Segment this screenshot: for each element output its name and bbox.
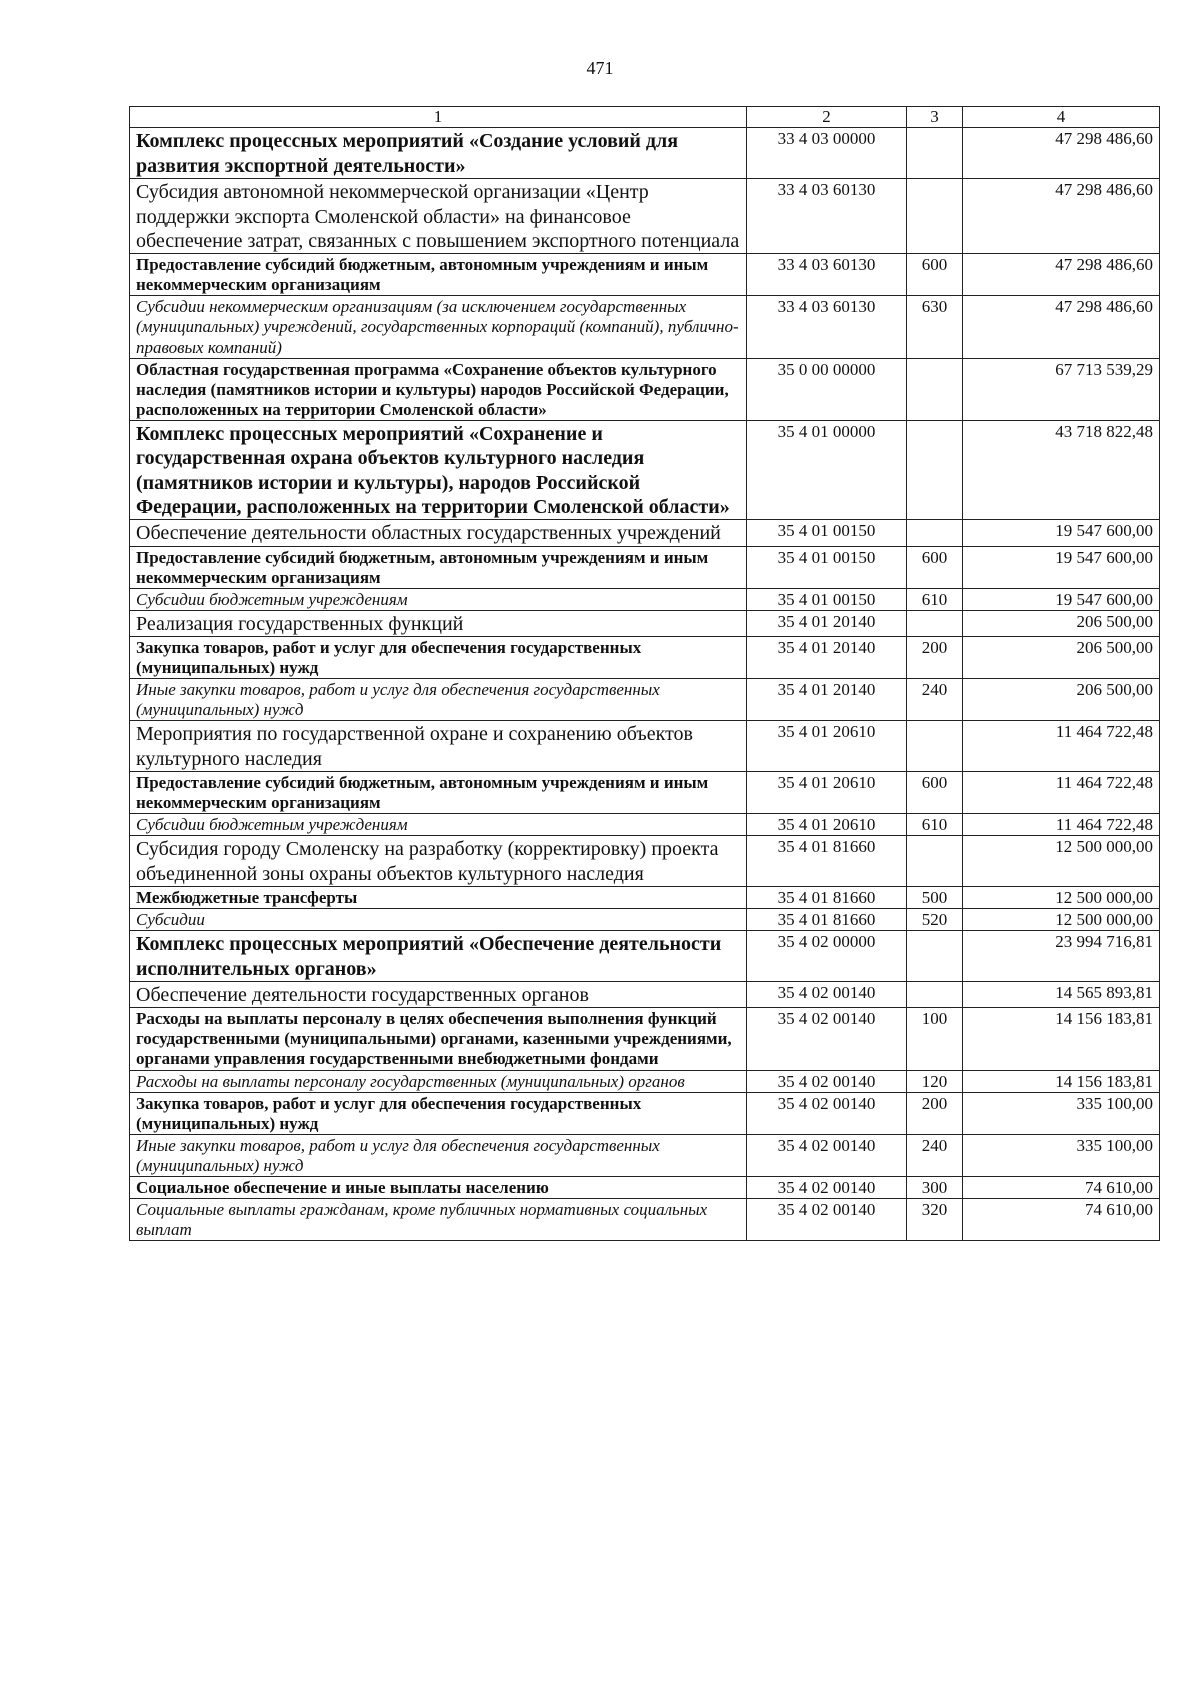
row-name: Реализация государственных функций [130,610,747,636]
row-amount: 335 100,00 [963,1134,1160,1176]
table-row [130,836,1160,887]
row-name: Субсидии [130,909,747,931]
row-name: Иные закупки товаров, работ и услуг для обеспечения государственных (муниципальных) нужд [130,679,747,721]
row-amount: 11 464 722,48 [963,772,1160,814]
target-article-code: 33 4 03 60130 [747,254,907,296]
table-row [130,887,1160,909]
row-amount: 206 500,00 [963,637,1160,679]
row-amount: 12 500 000,00 [963,887,1160,909]
target-article-code: 35 0 00 00000 [747,358,907,420]
expense-type-code: 100 [907,1008,963,1070]
table-row [130,358,1160,420]
target-article-code: 35 4 01 00000 [747,420,907,520]
target-article-code: 35 4 01 20140 [747,679,907,721]
target-article-code: 35 4 01 20610 [747,814,907,836]
row-amount: 47 298 486,60 [963,128,1160,179]
table-row [130,981,1160,1007]
expense-type-code [907,128,963,179]
budget-table [129,106,1160,1241]
expense-type-code: 240 [907,679,963,721]
row-amount: 47 298 486,60 [963,296,1160,358]
expense-type-code: 630 [907,296,963,358]
column-header-1: 1 [130,107,747,128]
target-article-code: 35 4 02 00140 [747,1070,907,1092]
row-amount: 47 298 486,60 [963,179,1160,254]
target-article-code: 35 4 01 20140 [747,637,907,679]
row-name: Закупка товаров, работ и услуг для обеспечения государственных (муниципальных) нужд [130,637,747,679]
expense-type-code: 200 [907,1092,963,1134]
table-row [130,679,1160,721]
row-name: Субсидия автономной некоммерческой организации «Центр поддержки экспорта Смоленской области» на финансовое обеспечение затрат, связанных с повышением экспортного потенциала [130,179,747,254]
row-name: Областная государственная программа «Сохранение объектов культурного наследия (памятников истории и культуры) народов Российской Федерации, расположенных на территории Смоленской области» [130,358,747,420]
page-number: 471 [586,58,614,78]
expense-type-code [907,179,963,254]
row-name: Предоставление субсидий бюджетным, автономным учреждениям и иным некоммерческим организациям [130,772,747,814]
table-row [130,588,1160,610]
row-amount: 206 500,00 [963,610,1160,636]
row-name: Обеспечение деятельности государственных органов [130,981,747,1007]
row-amount: 19 547 600,00 [963,520,1160,546]
expense-type-code: 600 [907,254,963,296]
row-name: Обеспечение деятельности областных государственных учреждений [130,520,747,546]
target-article-code: 35 4 01 20610 [747,721,907,772]
table-row [130,254,1160,296]
table-row [130,179,1160,254]
table-row [130,1176,1160,1198]
row-amount: 67 713 539,29 [963,358,1160,420]
row-amount: 206 500,00 [963,679,1160,721]
target-article-code: 35 4 01 00150 [747,520,907,546]
table-row [130,721,1160,772]
row-name: Субсидии некоммерческим организациям (за исключением государственных (муниципальных) учреждений, государственных корпораций (компаний), публично-правовых компаний) [130,296,747,358]
row-name: Иные закупки товаров, работ и услуг для обеспечения государственных (муниципальных) нужд [130,1134,747,1176]
target-article-code: 35 4 01 00150 [747,546,907,588]
table-row [130,1092,1160,1134]
target-article-code: 35 4 01 20140 [747,610,907,636]
target-article-code: 33 4 03 60130 [747,296,907,358]
table-header-row [130,107,1160,128]
row-amount: 74 610,00 [963,1176,1160,1198]
expense-type-code: 240 [907,1134,963,1176]
row-amount: 74 610,00 [963,1198,1160,1240]
row-name: Субсидии бюджетным учреждениям [130,588,747,610]
expense-type-code: 320 [907,1198,963,1240]
expense-type-code [907,836,963,887]
row-amount: 12 500 000,00 [963,836,1160,887]
table-row [130,772,1160,814]
table-row [130,1008,1160,1070]
row-name: Комплекс процессных мероприятий «Обеспечение деятельности исполнительных органов» [130,931,747,982]
expense-type-code [907,721,963,772]
row-amount: 11 464 722,48 [963,814,1160,836]
table-row [130,420,1160,520]
row-name: Межбюджетные трансферты [130,887,747,909]
row-amount: 12 500 000,00 [963,909,1160,931]
target-article-code: 35 4 02 00000 [747,931,907,982]
row-name: Предоставление субсидий бюджетным, автономным учреждениям и иным некоммерческим организациям [130,546,747,588]
row-amount: 11 464 722,48 [963,721,1160,772]
table-row [130,128,1160,179]
expense-type-code: 200 [907,637,963,679]
target-article-code: 35 4 01 81660 [747,909,907,931]
row-name: Закупка товаров, работ и услуг для обеспечения государственных (муниципальных) нужд [130,1092,747,1134]
expense-type-code [907,981,963,1007]
row-name: Субсидии бюджетным учреждениям [130,814,747,836]
expense-type-code: 610 [907,814,963,836]
target-article-code: 33 4 03 60130 [747,179,907,254]
target-article-code: 35 4 02 00140 [747,1092,907,1134]
table-row [130,1134,1160,1176]
row-amount: 47 298 486,60 [963,254,1160,296]
row-name: Расходы на выплаты персоналу государственных (муниципальных) органов [130,1070,747,1092]
target-article-code: 35 4 01 81660 [747,887,907,909]
table-row [130,520,1160,546]
expense-type-code: 300 [907,1176,963,1198]
table-row [130,296,1160,358]
table-row [130,909,1160,931]
expense-type-code: 600 [907,546,963,588]
row-amount: 14 156 183,81 [963,1070,1160,1092]
row-name: Мероприятия по государственной охране и сохранению объектов культурного наследия [130,721,747,772]
row-name: Расходы на выплаты персоналу в целях обеспечения выполнения функций государственными (муниципальными) органами, казенными учреждениями, органами управления государственными внебюджетными фондами [130,1008,747,1070]
expense-type-code: 500 [907,887,963,909]
column-header-2: 2 [747,107,907,128]
row-name: Субсидия городу Смоленску на разработку (корректировку) проекта объединенной зоны охраны объектов культурного наследия [130,836,747,887]
column-header-4: 4 [963,107,1160,128]
target-article-code: 35 4 01 00150 [747,588,907,610]
row-amount: 43 718 822,48 [963,420,1160,520]
row-amount: 19 547 600,00 [963,546,1160,588]
table-row [130,931,1160,982]
row-amount: 14 156 183,81 [963,1008,1160,1070]
row-name: Предоставление субсидий бюджетным, автономным учреждениям и иным некоммерческим организациям [130,254,747,296]
row-name: Комплекс процессных мероприятий «Сохранение и государственная охрана объектов культурного наследия (памятников истории и культуры), народов Российской Федерации, расположенных на территории Смоленской области» [130,420,747,520]
row-name: Социальные выплаты гражданам, кроме публичных нормативных социальных выплат [130,1198,747,1240]
table-row [130,1070,1160,1092]
table-row [130,1198,1160,1240]
expense-type-code: 120 [907,1070,963,1092]
target-article-code: 35 4 02 00140 [747,1008,907,1070]
row-name: Комплекс процессных мероприятий «Создание условий для развития экспортной деятельности» [130,128,747,179]
expense-type-code [907,931,963,982]
target-article-code: 35 4 02 00140 [747,981,907,1007]
target-article-code: 35 4 01 20610 [747,772,907,814]
target-article-code: 35 4 02 00140 [747,1198,907,1240]
table-row [130,610,1160,636]
column-header-3: 3 [907,107,963,128]
target-article-code: 33 4 03 00000 [747,128,907,179]
row-amount: 14 565 893,81 [963,981,1160,1007]
expense-type-code [907,358,963,420]
expense-type-code: 520 [907,909,963,931]
target-article-code: 35 4 02 00140 [747,1176,907,1198]
row-name: Социальное обеспечение и иные выплаты населению [130,1176,747,1198]
expense-type-code [907,520,963,546]
expense-type-code: 610 [907,588,963,610]
row-amount: 335 100,00 [963,1092,1160,1134]
expense-type-code: 600 [907,772,963,814]
target-article-code: 35 4 02 00140 [747,1134,907,1176]
table-row [130,814,1160,836]
table-row [130,637,1160,679]
expense-type-code [907,610,963,636]
expense-type-code [907,420,963,520]
row-amount: 23 994 716,81 [963,931,1160,982]
target-article-code: 35 4 01 81660 [747,836,907,887]
row-amount: 19 547 600,00 [963,588,1160,610]
table-row [130,546,1160,588]
